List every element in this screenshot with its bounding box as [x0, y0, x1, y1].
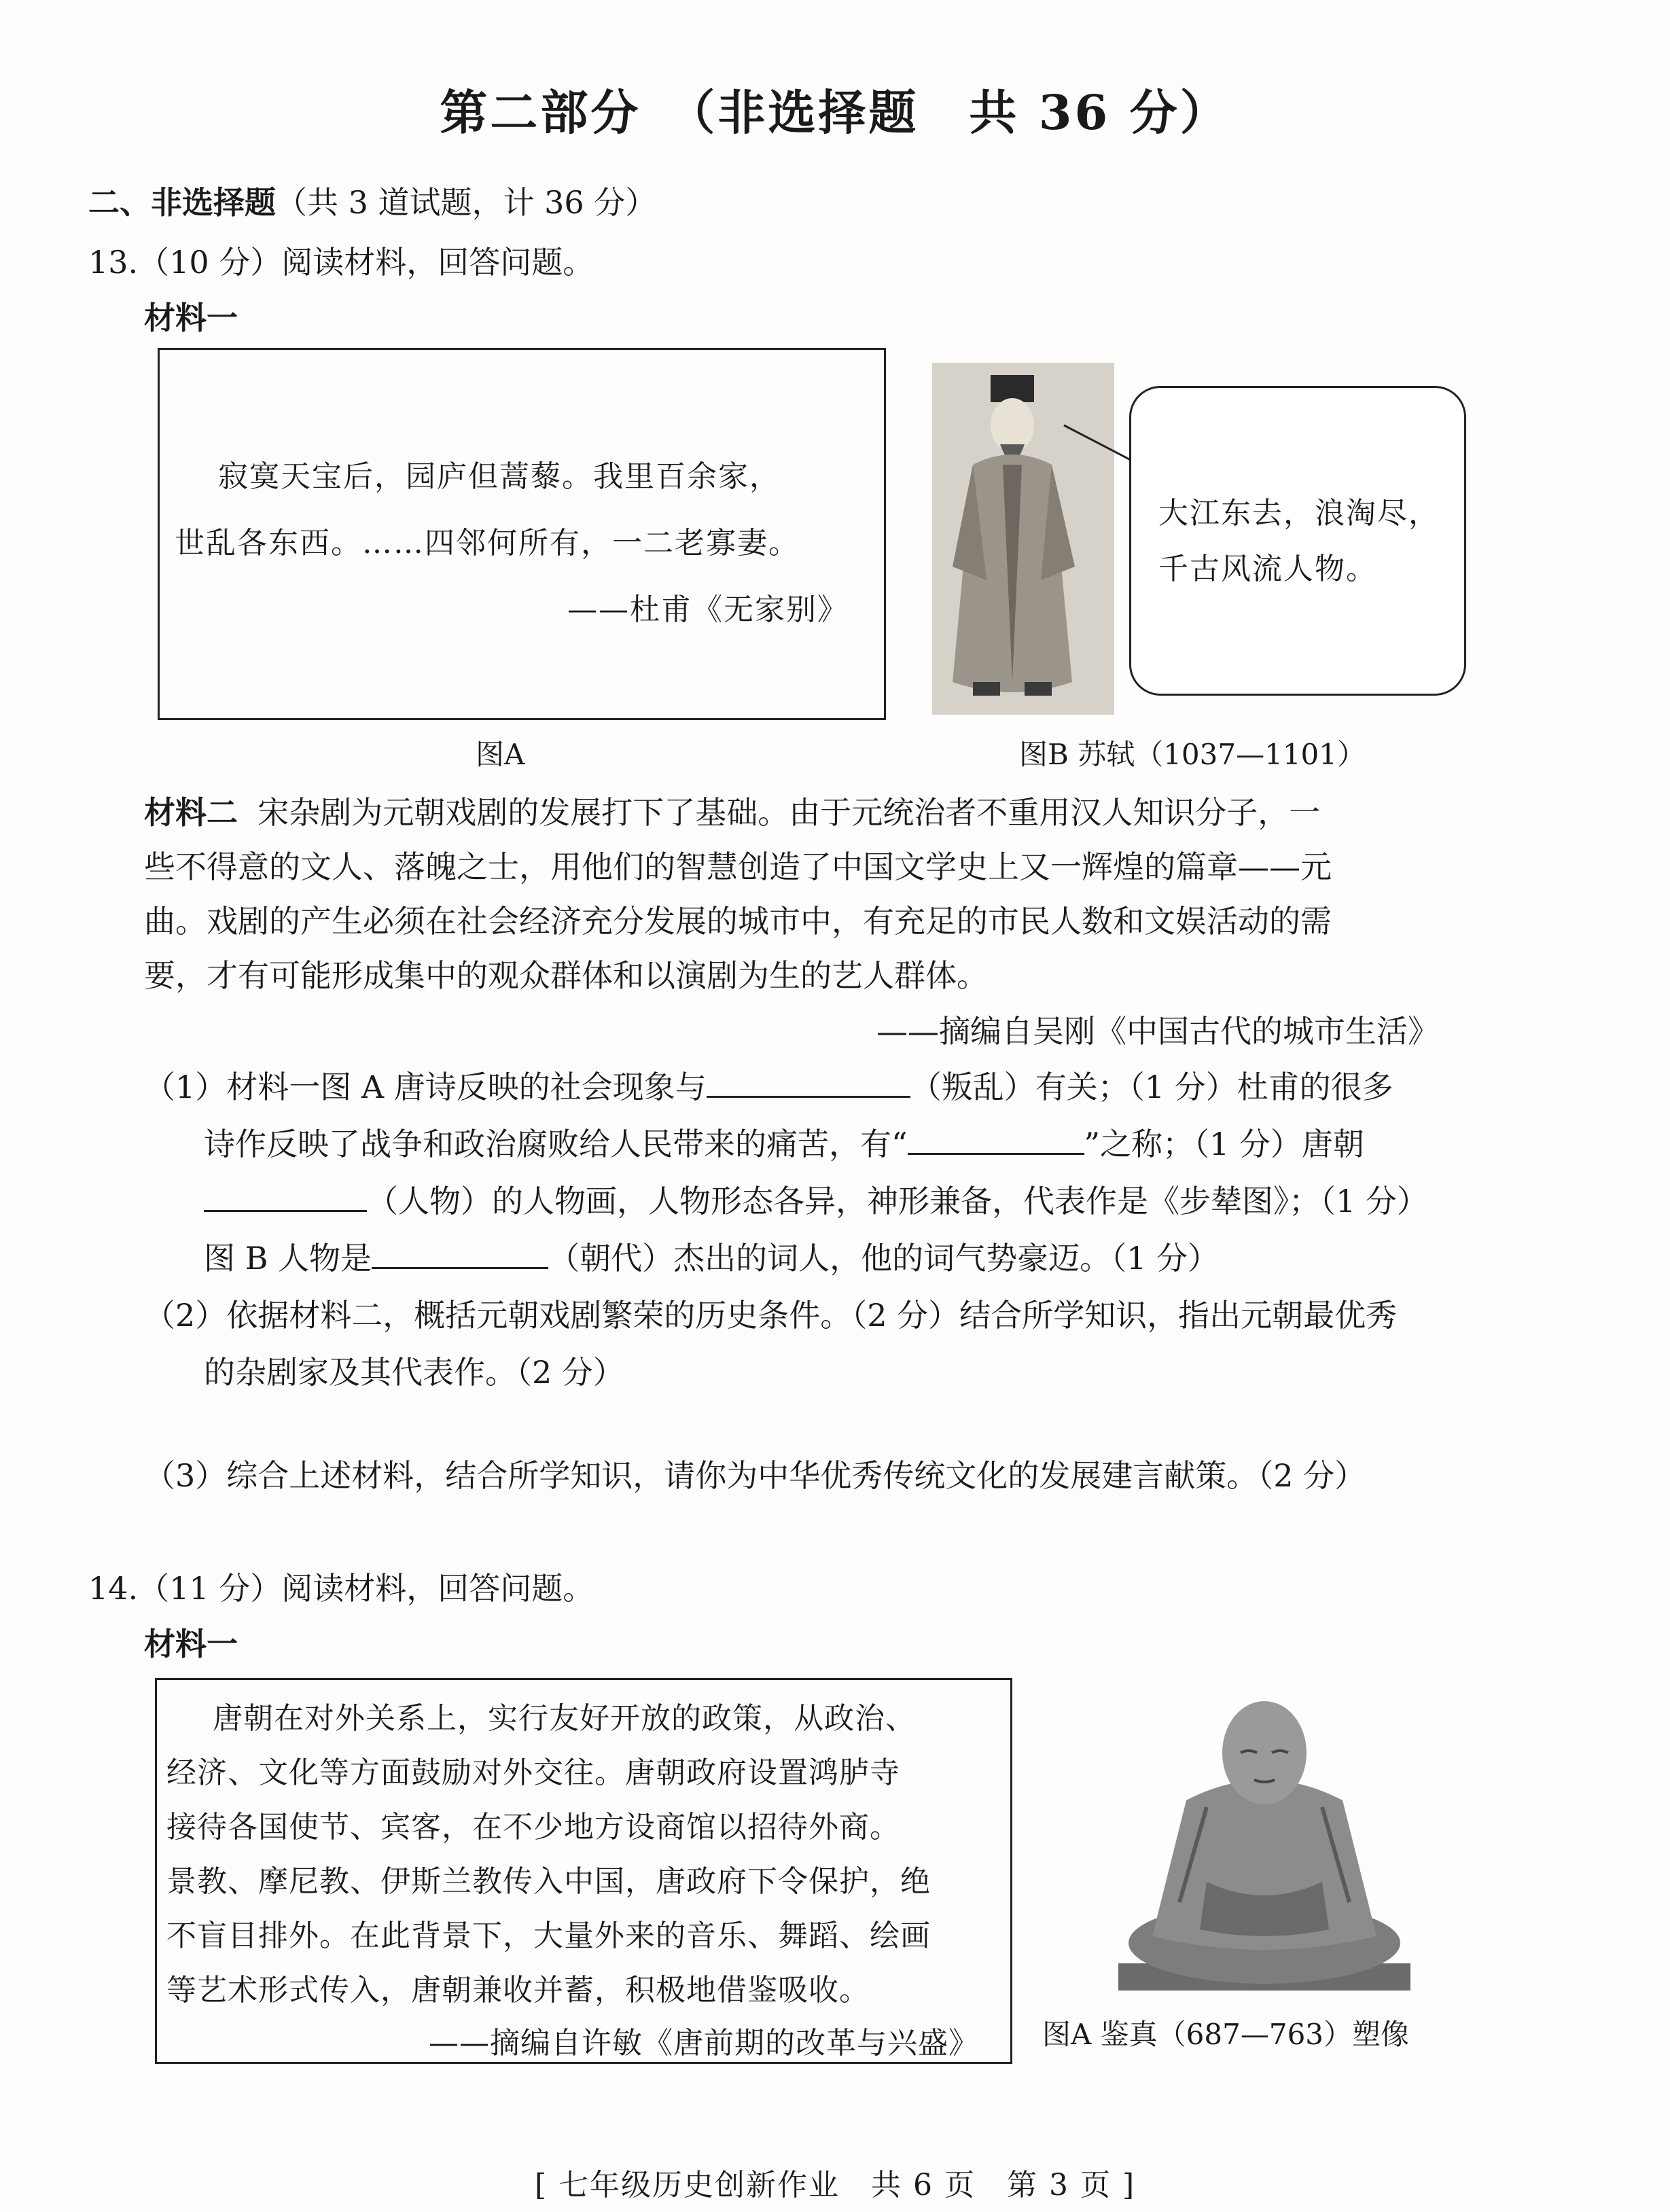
q14-box-source: ——摘编自许敏《唐前期的改革与兴盛》 [429, 2026, 979, 2061]
q13-material2-line-4: 要，才有可能形成集中的观众群体和以演剧为生的艺人群体。 [144, 957, 988, 994]
q13-part3: （3）综合上述材料，结合所学知识，请你为中华优秀传统文化的发展建言献策。（2 分） [144, 1457, 1366, 1494]
answer-blank-dynasty[interactable] [372, 1267, 548, 1269]
q14-material1-label: 材料一 [144, 1626, 238, 1662]
q13-material2-source: ——摘编自吴刚《中国古代的城市生活》 [876, 1013, 1439, 1050]
q13-material2-line-3: 曲。戏剧的产生必须在社会经济充分发展的城市中，有充足的市民人数和文娱活动的需 [144, 903, 1332, 940]
q14-box-line-2: 经济、文化等方面鼓励对外交往。唐朝政府设置鸿胪寺 [166, 1755, 900, 1790]
q14-figure-a-caption: 图A 鉴真（687—763）塑像 [1042, 2018, 1410, 2051]
q13-stem: 13.（10 分）阅读材料，回答问题。 [88, 244, 594, 281]
q13-material1-label: 材料一 [144, 300, 238, 336]
q13-part1-line-1: （1）材料一图 A 唐诗反映的社会现象与 （叛乱）有关；（1 分）杜甫的很多 [144, 1069, 1393, 1105]
su-shi-portrait-drawing [932, 363, 1114, 715]
jianzhen-statue-drawing [1105, 1678, 1424, 1997]
q14-stem: 14.（11 分）阅读材料，回答问题。 [88, 1570, 594, 1607]
q13-part1-line-4: 图 B 人物是 （朝代）杰出的词人，他的词气势豪迈。（1 分） [204, 1240, 1219, 1277]
q13-part1-line-2: 诗作反映了战争和政治腐败给人民带来的痛苦，有“ ”之称；（1 分）唐朝 [204, 1126, 1364, 1162]
q14-box-line-3: 接待各国使节、宾客，在不少地方设商馆以招待外商。 [166, 1810, 900, 1844]
bubble-line-2: 千古风流人物。 [1158, 552, 1377, 586]
poem-line-1: 寂寞天宝后，园庐但蒿藜。我里百余家， [218, 459, 781, 494]
section-heading-bold: 二、非选择题 [88, 184, 276, 221]
q14-box-line-5: 不盲目排外。在此背景下，大量外来的音乐、舞蹈、绘画 [166, 1919, 931, 1953]
speech-bubble-tail [1060, 421, 1135, 482]
answer-blank-rebellion[interactable] [707, 1096, 910, 1098]
q13-part1-line-3: （人物）的人物画，人物形态各异，神形兼备，代表作是《步辇图》；（1 分） [204, 1177, 1428, 1221]
q14-box-line-1: 唐朝在对外关系上，实行友好开放的政策，从政治、 [213, 1701, 916, 1736]
page-title: 第二部分 （非选择题 共 36 分） [440, 84, 1230, 141]
q13-part2-line-2: 的杂剧家及其代表作。（2 分） [204, 1354, 624, 1391]
bubble-line-1: 大江东去，浪淘尽， [1158, 496, 1440, 531]
answer-blank-painter[interactable] [204, 1210, 367, 1212]
speech-bubble [1129, 386, 1466, 696]
poem-source: ——杜甫《无家别》 [567, 592, 849, 627]
q13-part2-line-1: （2）依据材料二，概括元朝戏剧繁荣的历史条件。（2 分）结合所学知识，指出元朝最优秀 [144, 1297, 1398, 1334]
q14-material-box [155, 1678, 1012, 2064]
q13-figure-a-box [158, 348, 886, 720]
q13-material2-line-1: 材料二 宋杂剧为元朝戏剧的发展打下了基础。由于元统治者不重用汉人知识分子，一 [144, 794, 1321, 831]
jianzhen-statue-image [1105, 1678, 1424, 1997]
q14-box-line-6: 等艺术形式传入，唐朝兼收并蓄，积极地借鉴吸收。 [166, 1973, 870, 2008]
section-heading [88, 178, 656, 223]
answer-blank-title[interactable] [908, 1153, 1084, 1155]
q13-material2-line-2: 些不得意的文人、落魄之士，用他们的智慧创造了中国文学史上又一辉煌的篇章——元 [144, 849, 1332, 885]
poem-line-2: 世乱各东西。……四邻何所有，一二老寡妻。 [175, 526, 800, 560]
q13-figure-b-caption: 图B 苏轼（1037—1101） [1019, 738, 1366, 771]
q13-figure-a-caption: 图A [476, 738, 525, 771]
section-heading-rest: （共 3 道试题，计 36 分） [276, 184, 657, 221]
q13-material2-label: 材料二 [144, 794, 238, 831]
q14-box-line-4: 景教、摩尼教、伊斯兰教传入中国，唐政府下令保护，绝 [166, 1864, 931, 1899]
su-shi-portrait-image [932, 363, 1114, 715]
page-footer: [ 七年级历史创新作业 共 6 页 第 3 页 ] [534, 2168, 1136, 2202]
